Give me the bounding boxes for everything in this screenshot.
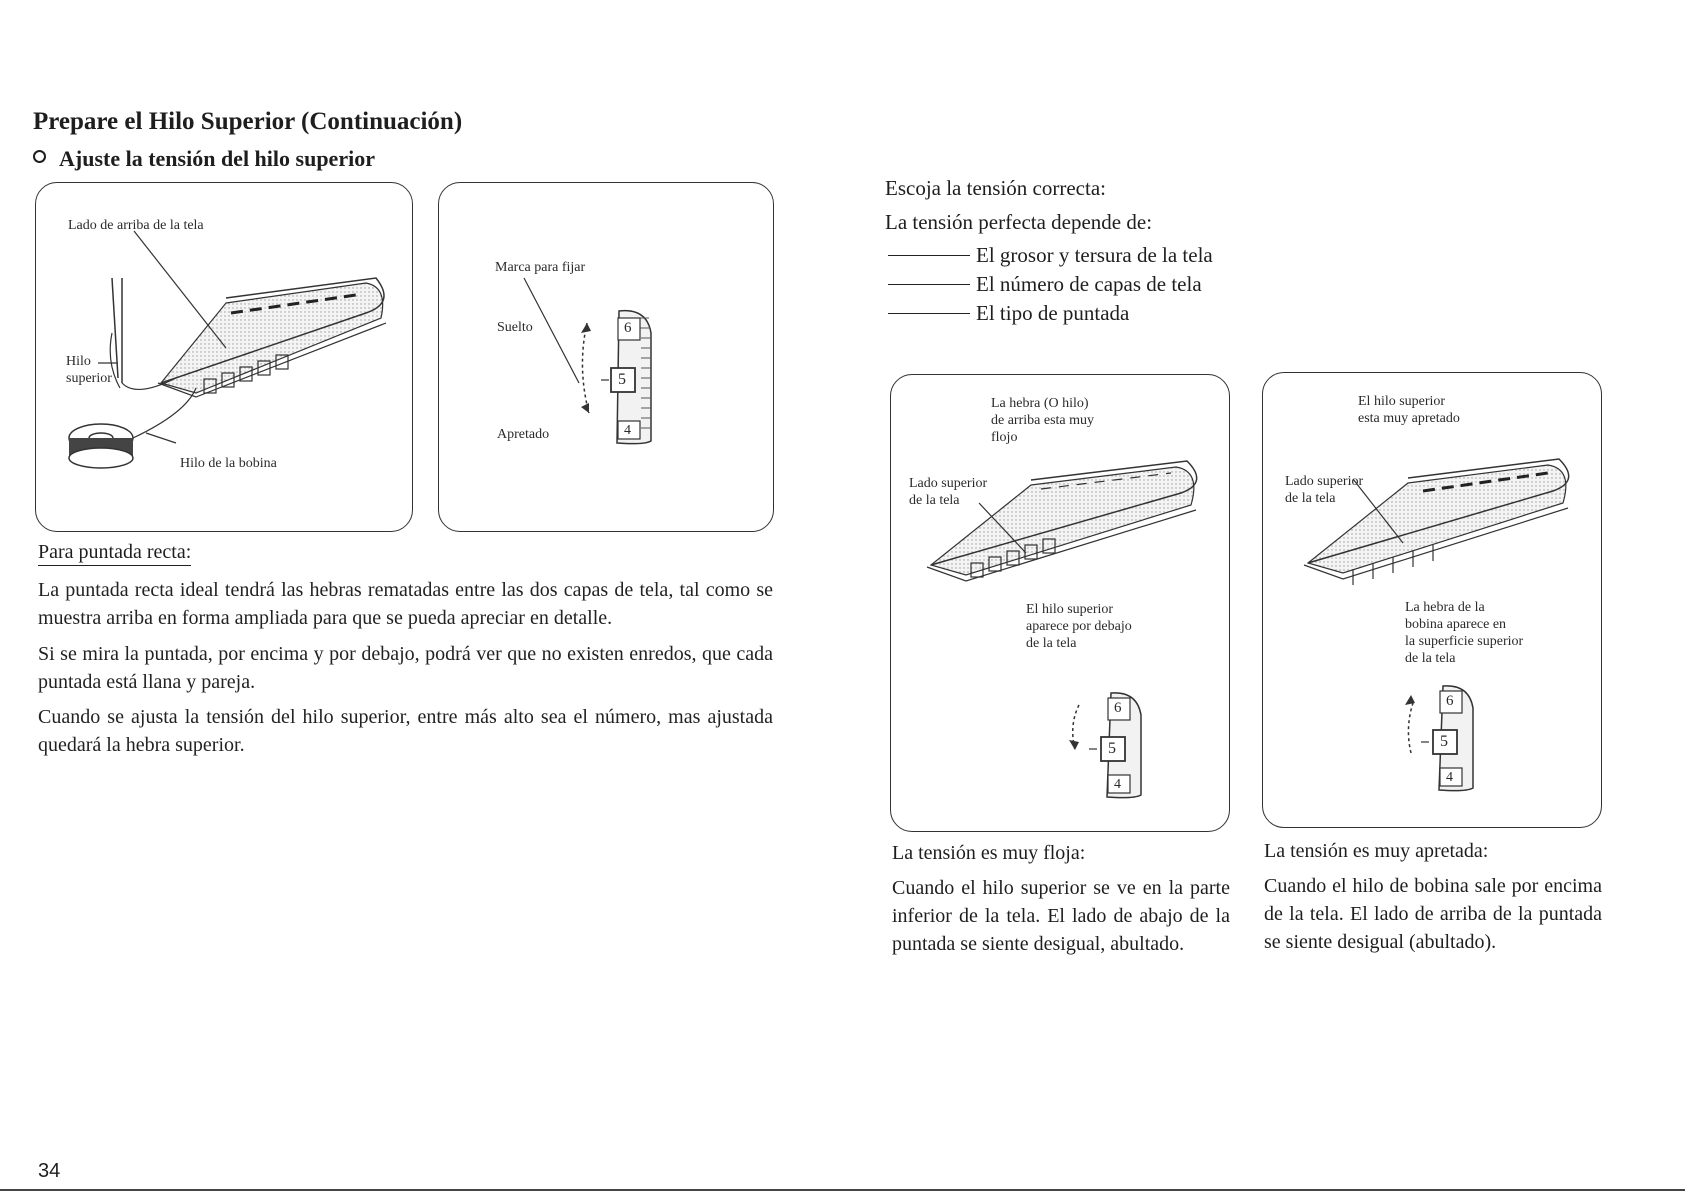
tight-dial-number-4: 4 [1446,770,1453,785]
dial-number-4: 4 [624,423,631,438]
loose-label-top-1: La hebra (O hilo) [991,396,1089,411]
tension-intro: Escoja la tensión correcta: [885,176,1106,200]
figure-loose-panel [890,374,1230,832]
label-tight: Apretado [497,427,550,442]
tension-dial-illustration [439,183,773,531]
tight-caption-heading: La tensión es muy apretada: [1264,840,1489,862]
loose-label-top-2: de arriba esta muy [991,413,1095,428]
stitch-illustration [36,183,412,531]
loose-label-bottom-1: El hilo superior [1026,602,1114,617]
tension-item-3-text: El tipo de puntada [976,301,1130,325]
dial-number-5: 5 [618,371,626,388]
label-set-mark: Marca para fijar [495,260,586,275]
tension-item-1 [888,243,1213,268]
tension-item-3 [888,301,1129,326]
label-upper-thread-2: superior [66,371,112,386]
straight-stitch-paragraph-3: Cuando se ajusta la tensión del hilo superior, entre más alto sea el número, mas ajustada quedará la hebra superior. [38,706,773,756]
tight-label-top-2: esta muy apretado [1358,411,1460,426]
bottom-rule [0,1189,1685,1191]
loose-label-top-3: flojo [991,430,1018,445]
loose-dial-number-4: 4 [1114,777,1121,792]
section-subtitle-text: Ajuste la tensión del hilo superior [59,146,375,171]
label-loose: Suelto [497,320,533,335]
tight-dial-number-6: 6 [1446,693,1454,709]
tight-label-bottom-4: de la tela [1405,651,1456,666]
straight-stitch-heading: Para puntada recta: [38,541,191,566]
tension-item-2 [888,272,1202,297]
figure-dial-panel [438,182,774,532]
bullet-icon [33,150,46,163]
loose-caption-text: Cuando el hilo superior se ve en la parte inferior de la tela. El lado de abajo de la puntada se siente desigual, abultado. [892,877,1230,955]
page-number: 34 [38,1160,61,1182]
figure-tight-panel [1262,372,1602,828]
label-bobbin-thread: Hilo de la bobina [180,456,277,471]
loose-label-side-1: Lado superior [909,476,988,491]
tension-depends: La tensión perfecta depende de: [885,210,1153,234]
loose-label-bottom-3: de la tela [1026,636,1077,651]
loose-label-side-2: de la tela [909,493,960,508]
tight-label-bottom-2: bobina aparece en [1405,617,1507,632]
tension-item-2-text: El número de capas de tela [976,272,1202,296]
tight-dial-number-5: 5 [1440,733,1448,750]
tight-label-side-2: de la tela [1285,491,1336,506]
tight-label-bottom-3: la superficie superior [1405,634,1524,649]
label-upper-thread-1: Hilo [66,354,91,369]
straight-stitch-paragraph-1: La puntada recta ideal tendrá las hebras rematadas entre las dos capas de tela, tal como se muestra arriba en forma ampliada para que se pueda apreciar en detalle. [38,579,773,629]
label-upper-fabric: Lado de arriba de la tela [68,218,204,233]
tension-item-1-text: El grosor y tersura de la tela [976,243,1213,267]
loose-caption-heading: La tensión es muy floja: [892,842,1086,864]
loose-label-bottom-2: aparece por debajo [1026,619,1132,634]
straight-stitch-paragraph-2: Si se mira la puntada, por encima y por debajo, podrá ver que no existen enredos, que cada puntada está llana y pareja. [38,643,773,693]
loose-dial-number-5: 5 [1108,740,1116,757]
loose-dial-number-6: 6 [1114,700,1122,716]
figure-stitch-panel [35,182,413,532]
tight-caption-text: Cuando el hilo de bobina sale por encima de la tela. El lado de arriba de la puntada se siente desigual (abultado). [1264,875,1602,953]
page-title: Prepare el Hilo Superior (Continuación) [33,108,463,135]
section-subtitle [33,146,375,172]
tight-label-side-1: Lado superior [1285,474,1364,489]
tight-label-top-1: El hilo superior [1358,394,1446,409]
dial-number-6: 6 [624,320,632,336]
tight-label-bottom-1: La hebra de la [1405,600,1485,615]
